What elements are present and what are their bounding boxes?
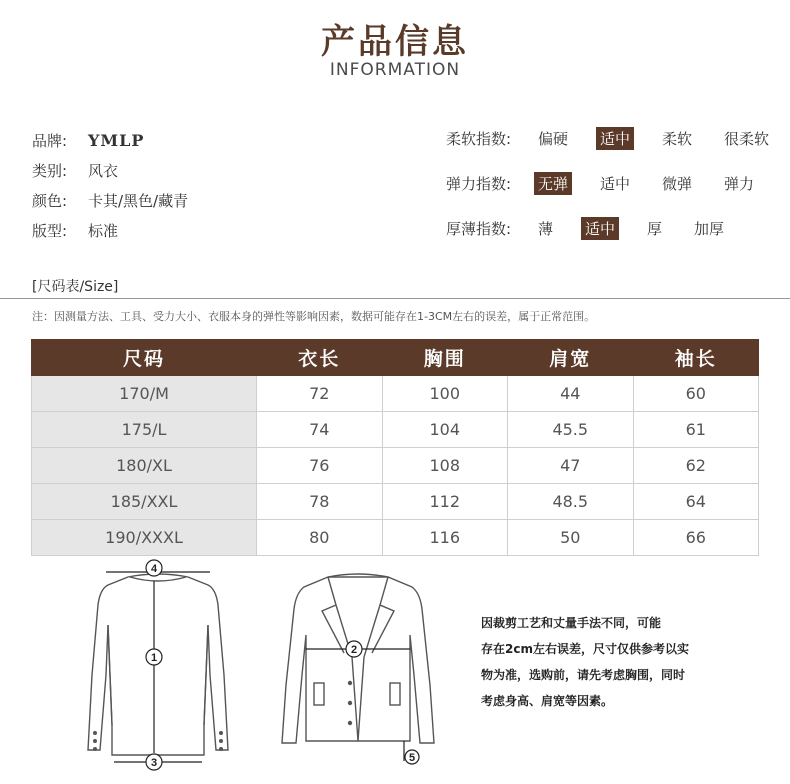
info-label: 品牌: — [32, 131, 68, 150]
scale-option-selected: 无弹 — [534, 172, 572, 195]
scale-row — [446, 123, 790, 153]
note-line: 因裁剪工艺和丈量手法不同，可能 — [481, 616, 662, 630]
marker-4: 4 — [150, 563, 158, 575]
info-fit — [32, 215, 188, 245]
size-note: 注：因测量方法、工具、受力大小、衣服本身的弹性等影响因素，数据可能存在1-3CM左右的误差，属于正常范围。 — [32, 310, 596, 323]
scale-label: 厚薄指数: — [446, 219, 512, 238]
measure-cell: 108 — [382, 448, 507, 484]
column-header: 尺码 — [32, 340, 257, 376]
measure-cell: 66 — [633, 520, 759, 556]
product-info — [32, 125, 188, 245]
marker-2: 2 — [350, 644, 358, 656]
table-row — [32, 484, 759, 520]
measure-cell: 112 — [382, 484, 507, 520]
scale-option: 适中 — [600, 174, 631, 193]
table-header-row — [32, 340, 759, 376]
size-cell: 170/M — [32, 376, 257, 412]
jacket-back-diagram — [78, 555, 238, 775]
table-row — [32, 448, 759, 484]
info-category — [32, 155, 188, 185]
table-row — [32, 376, 759, 412]
measure-cell: 47 — [508, 448, 633, 484]
note-line: 存在2cm左右误差，尺寸仅供参考以实 — [481, 642, 689, 656]
divider — [0, 298, 790, 299]
info-value: 风衣 — [88, 161, 119, 180]
measure-cell: 78 — [257, 484, 382, 520]
column-header: 衣长 — [257, 340, 382, 376]
info-label: 类别: — [32, 161, 68, 180]
measure-cell: 61 — [633, 412, 759, 448]
measurement-note — [481, 610, 711, 714]
measure-cell: 60 — [633, 376, 759, 412]
column-header: 胸围 — [382, 340, 507, 376]
size-table — [31, 339, 759, 556]
measure-cell: 76 — [257, 448, 382, 484]
column-header: 肩宽 — [508, 340, 633, 376]
info-value: 卡其/黑色/藏青 — [88, 191, 189, 210]
scale-option: 微弹 — [662, 174, 693, 193]
measure-cell: 80 — [257, 520, 382, 556]
scale-label: 柔软指数: — [446, 129, 512, 148]
measure-cell: 100 — [382, 376, 507, 412]
size-cell: 175/L — [32, 412, 257, 448]
scale-label: 弹力指数: — [446, 174, 512, 193]
size-chart-title: [尺码表/Size] — [32, 279, 119, 295]
note-line: 物为准，选购前，请先考虑胸围，同时 — [481, 668, 686, 682]
measure-cell: 116 — [382, 520, 507, 556]
info-color — [32, 185, 188, 215]
page-subtitle: INFORMATION — [329, 60, 461, 80]
measure-cell: 72 — [257, 376, 382, 412]
size-cell: 185/XXL — [32, 484, 257, 520]
scale-option: 薄 — [538, 219, 554, 238]
measure-cell: 74 — [257, 412, 382, 448]
measure-cell: 50 — [508, 520, 633, 556]
scale-option-selected: 适中 — [596, 127, 634, 150]
info-value: 标准 — [88, 221, 119, 240]
info-label: 版型: — [32, 221, 68, 240]
measure-cell: 48.5 — [508, 484, 633, 520]
size-cell: 190/XXXL — [32, 520, 257, 556]
scale-option-selected: 适中 — [581, 217, 619, 240]
fabric-scales — [446, 123, 790, 258]
marker-1: 1 — [150, 652, 158, 664]
marker-3: 3 — [150, 757, 158, 769]
measure-cell: 64 — [633, 484, 759, 520]
scale-option: 柔软 — [662, 129, 693, 148]
scale-row — [446, 213, 790, 243]
page-title: 产品信息 — [321, 22, 469, 62]
info-label: 颜色: — [32, 191, 68, 210]
table-row — [32, 520, 759, 556]
measure-cell: 45.5 — [508, 412, 633, 448]
info-value: YMLP — [88, 130, 145, 150]
scale-option: 厚 — [647, 219, 663, 238]
column-header: 袖长 — [633, 340, 759, 376]
note-line: 考虑身高、肩宽等因素。 — [481, 694, 614, 708]
info-brand — [32, 125, 188, 155]
scale-option: 很柔软 — [724, 129, 770, 148]
size-cell: 180/XL — [32, 448, 257, 484]
jacket-front-diagram — [278, 565, 438, 775]
measure-cell: 62 — [633, 448, 759, 484]
measure-cell: 104 — [382, 412, 507, 448]
scale-option: 加厚 — [694, 219, 725, 238]
marker-5: 5 — [408, 752, 416, 764]
measure-cell: 44 — [508, 376, 633, 412]
table-row — [32, 412, 759, 448]
scale-option: 弹力 — [724, 174, 755, 193]
scale-option: 偏硬 — [538, 129, 569, 148]
scale-row — [446, 168, 790, 198]
